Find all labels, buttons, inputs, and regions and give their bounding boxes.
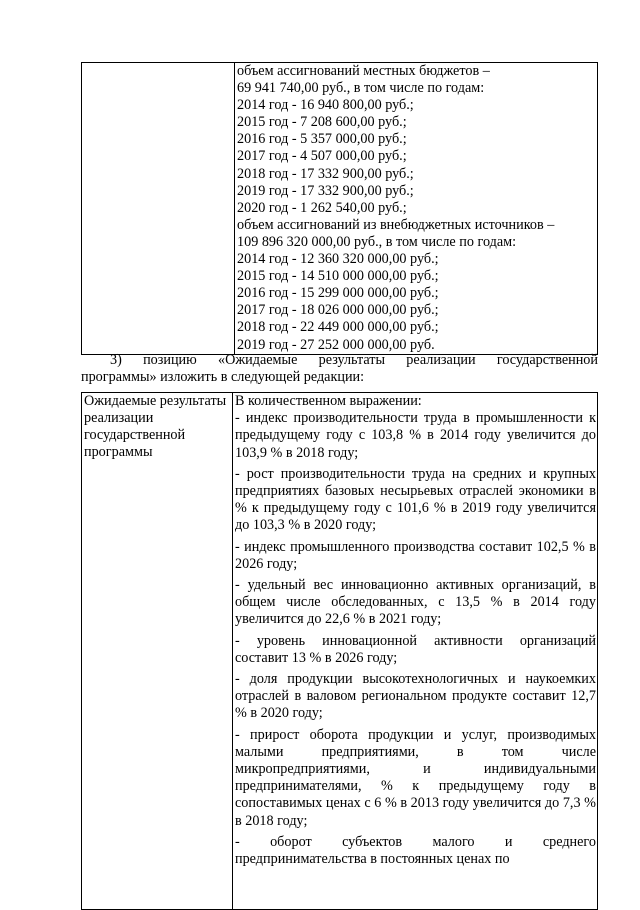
results-list bbox=[235, 393, 596, 909]
table-row bbox=[82, 393, 598, 910]
paragraph-line: 3) позицию «Ожидаемые результаты реализации государственной bbox=[110, 352, 598, 368]
list-item: - удельный вес инновационно активных организаций, в общем числе обследованных, с 13,5 % в 2014 году увеличится до 22,6 % в 2021 году; bbox=[235, 577, 596, 628]
list-item: - индекс производительности труда в промышленности к предыдущему году с 103,8 % в 2014 году увеличится до 103,9 % в 2018 году; bbox=[235, 410, 596, 461]
expected-results-cell bbox=[233, 393, 598, 910]
text-line: 2016 год - 5 357 000,00 руб.; bbox=[237, 131, 407, 148]
text-line: 2015 год - 7 208 600,00 руб.; bbox=[237, 114, 407, 131]
text-line: 2014 год - 12 360 320 000,00 руб.; bbox=[237, 251, 439, 268]
expected-results-label-cell bbox=[82, 393, 233, 910]
table-cell-empty bbox=[82, 63, 235, 355]
financing-details-cell bbox=[235, 63, 598, 355]
list-item: - прирост оборота продукции и услуг, производимых малыми предприятиями, в том числе микропредприятиями, и индивидуальными предпринимателями, % к предыдущему году в сопоставимых ценах с 6 % в 2013 году увеличится до 7,3 % в 2018 году; bbox=[235, 726, 596, 829]
text-line: 2017 год - 18 026 000 000,00 руб.; bbox=[237, 302, 439, 319]
text-line: 2019 год - 17 332 900,00 руб.; bbox=[237, 182, 414, 199]
text-line: 2015 год - 14 510 000 000,00 руб.; bbox=[237, 268, 439, 285]
text-line: 2018 год - 17 332 900,00 руб.; bbox=[237, 165, 414, 182]
text-line: 2017 год - 4 507 000,00 руб.; bbox=[237, 148, 407, 165]
list-item: - доля продукции высокотехнологичных и наукоемких отраслей в валовом региональном продукте составит 12,7 % в 2020 году; bbox=[235, 671, 596, 722]
expected-results-table bbox=[81, 392, 598, 910]
text-line: 2016 год - 15 299 000 000,00 руб.; bbox=[237, 285, 439, 302]
list-item: - индекс промышленного производства составит 102,5 % в 2026 году; bbox=[235, 538, 596, 572]
text-line: объем ассигнований местных бюджетов – bbox=[237, 63, 490, 79]
financing-table bbox=[81, 62, 598, 355]
list-item: - рост производительности труда на средних и крупных предприятиях базовых несырьевых отраслей экономики в % к предыдущему году с 101,6 % в 2019 году увеличится до 103,3 % в 2020 году; bbox=[235, 465, 596, 534]
text-line: 109 896 320 000,00 руб., в том числе по годам: bbox=[237, 233, 517, 250]
amendment-paragraph bbox=[81, 352, 598, 386]
text-line: 2014 год - 16 940 800,00 руб.; bbox=[237, 97, 414, 114]
text-line: 2019 год - 27 252 000 000,00 руб. bbox=[237, 336, 435, 353]
text-line: объем ассигнований из внебюджетных источников – bbox=[237, 216, 555, 233]
table-row bbox=[82, 63, 598, 355]
text-line: 2018 год - 22 449 000 000,00 руб.; bbox=[237, 319, 439, 336]
list-item: В количественном выражении: bbox=[235, 393, 422, 409]
row-label: Ожидаемые результаты реализации государственной программы bbox=[84, 393, 227, 461]
list-item: - уровень инновационной активности организаций составит 13 % в 2026 году; bbox=[235, 632, 596, 666]
paragraph-line: программы» изложить в следующей редакции: bbox=[81, 369, 365, 386]
list-item: - оборот субъектов малого и среднего предпринимательства в постоянных ценах по bbox=[235, 833, 596, 868]
text-line: 69 941 740,00 руб., в том числе по годам: bbox=[237, 80, 485, 97]
text-line: 2020 год - 1 262 540,00 руб.; bbox=[237, 199, 407, 216]
